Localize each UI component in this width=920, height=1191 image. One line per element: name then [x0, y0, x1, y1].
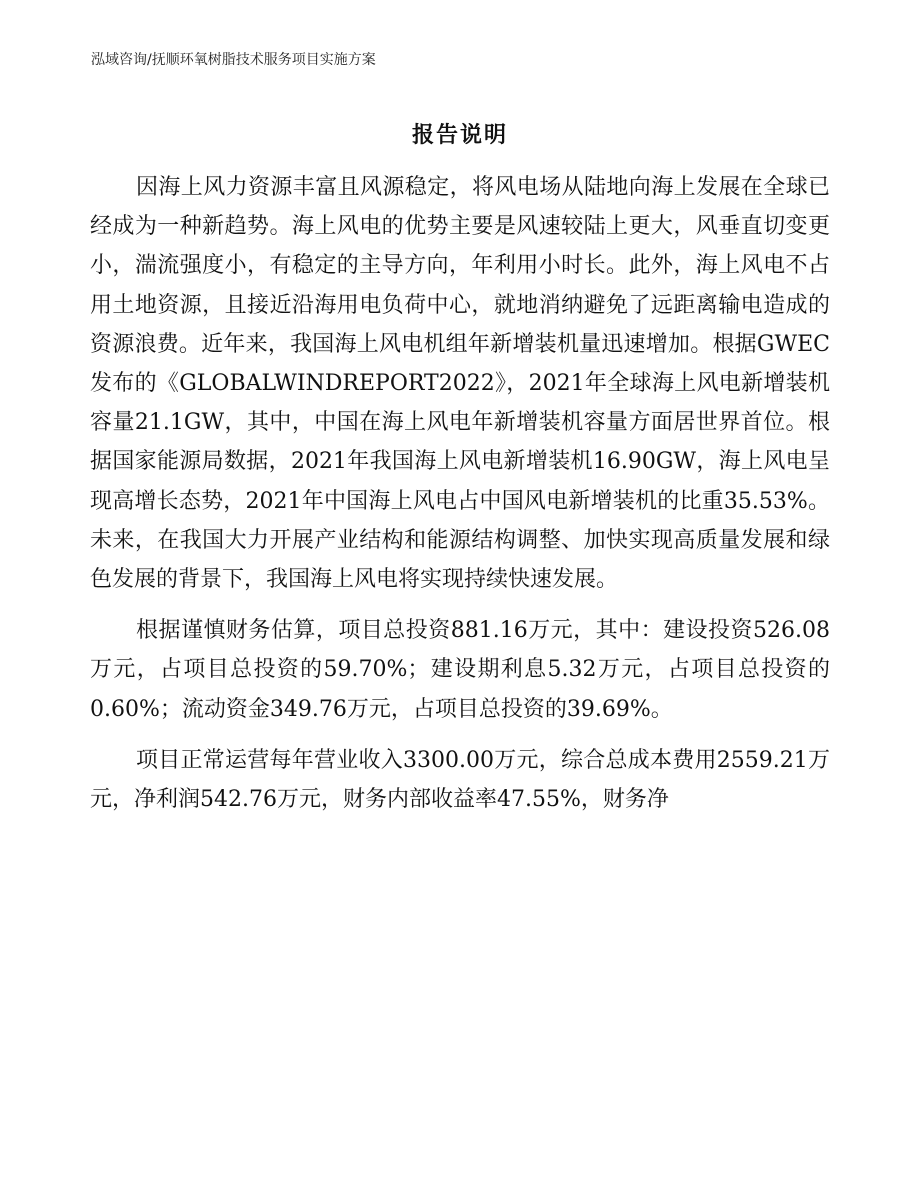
- paragraph-operating-revenue: 项目正常运营每年营业收入3300.00万元，综合总成本费用2559.21万元，净利润542.76万元，财务内部收益率47.55%，财务净: [90, 747, 830, 813]
- report-title: 报告说明: [411, 123, 508, 148]
- paragraph-offshore-wind-background: 因海上风力资源丰富且风源稳定，将风电场从陆地向海上发展在全球已经成为一种新趋势。海上风电的优势主要是风速较陆上更大，风垂直切变更小，湍流强度小，有稳定的主导方向，年利用小时长。此外，海上风电不占用土地资源，且接近沿海用电负荷中心，就地消纳避免了远距离输电造成的资源浪费。近年来，我国海上风电机组年新增装机量迅速增加。根据GWEC发布的《GLOBALWINDREPORT2022》，2021年全球海上风电新增装机容量21.1GW，其中，中国在海上风电年新增装机容量方面居世界首位。根据国家能源局数据，2021年我国海上风电新增装机16.90GW，海上风电呈现高增长态势，2021年中国海上风电占中国风电新增装机的比重35.53%。未来，在我国大力开展产业结构和能源结构调整、加快实现高质量发展和绿色发展的背景下，我国海上风电将实现持续快速发展。: [90, 175, 830, 593]
- running-header: 泓域咨询/抚顺环氧树脂技术服务项目实施方案: [91, 52, 376, 68]
- report-body: [90, 168, 830, 819]
- paragraph-investment-estimate: 根据谨慎财务估算，项目总投资881.16万元，其中：建设投资526.08万元，占项目总投资的59.70%；建设期利息5.32万元，占项目总投资的0.60%；流动资金349.76万元，占项目总投资的39.69%。: [90, 618, 830, 722]
